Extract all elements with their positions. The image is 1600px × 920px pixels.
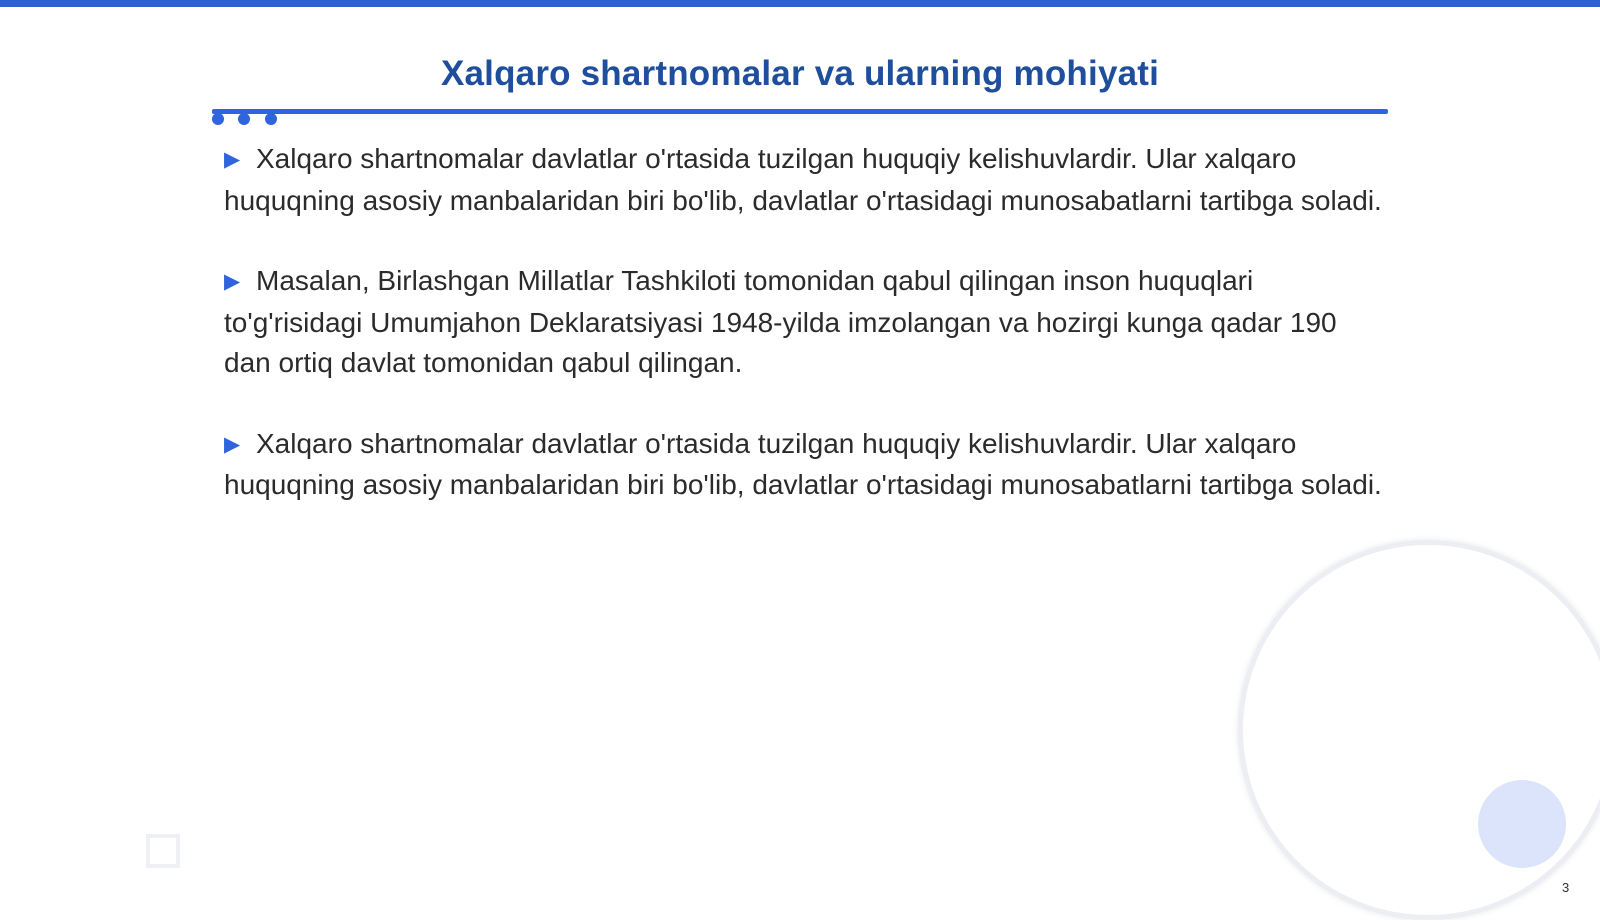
decorative-dot	[238, 113, 250, 125]
bullet-arrow-icon: ▶	[224, 270, 241, 293]
bullet-text: Masalan, Birlashgan Millatlar Tashkiloti tomonidan qabul qilingan inson huquqlari to'g'risidagi Umumjahon Deklaratsiyasi 1948-yilda imzolangan va hozirgi kunga qadar 190 dan ortiq davlat tomonidan qabul qilingan.	[224, 265, 1337, 378]
slide-title: Xalqaro shartnomalar va ularning mohiyati	[440, 54, 1160, 93]
bullet-item	[224, 139, 1384, 221]
bullet-text: Xalqaro shartnomalar davlatlar o'rtasida tuzilgan huquqiy kelishuvlardir. Ular xalqaro huquqning asosiy manbalaridan biri bo'lib, davlatlar o'rtasidagi munosabatlarni tartibga soladi.	[224, 143, 1382, 216]
decorative-ring	[1238, 540, 1600, 920]
page-number: 3	[1562, 880, 1570, 895]
top-accent-bar	[0, 0, 1600, 7]
bullet-arrow-icon: ▶	[224, 148, 241, 171]
bullet-item	[224, 261, 1384, 384]
decorative-circle	[1478, 780, 1566, 868]
bullet-item	[224, 424, 1384, 506]
decorative-square	[146, 834, 180, 868]
decorative-dot	[265, 113, 277, 125]
bullet-arrow-icon: ▶	[224, 432, 241, 456]
title-underline	[212, 109, 1388, 114]
bullet-list	[224, 139, 1384, 546]
bullet-text: Xalqaro shartnomalar davlatlar o'rtasida tuzilgan huquqiy kelishuvlardir. Ular xalqaro huquqning asosiy manbalaridan biri bo'lib, davlatlar o'rtasidagi munosabatlarni tartibga soladi.	[224, 427, 1382, 500]
decorative-dot	[212, 113, 224, 125]
